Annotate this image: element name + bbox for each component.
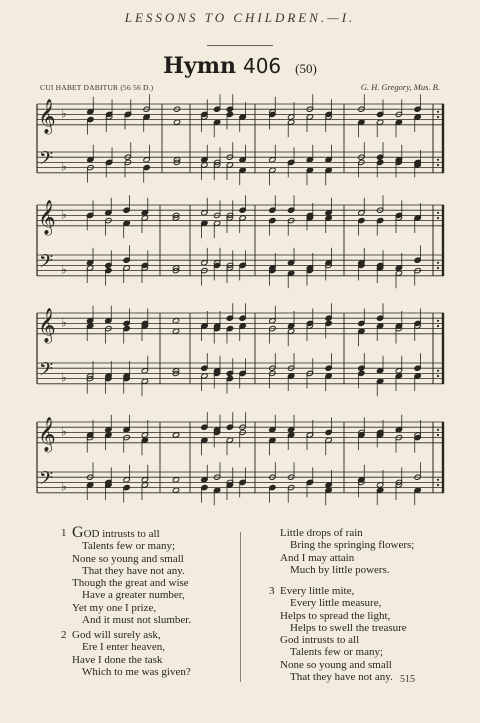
verse-line: Bring the springing flowers;: [290, 539, 415, 552]
note-head: [172, 432, 179, 438]
verse-line: God will surely ask,: [72, 629, 161, 641]
treble-clef: 𝄞: [38, 307, 56, 343]
flat-sign: ♭: [61, 106, 67, 121]
repeat-dot: [437, 164, 439, 166]
repeat-dot: [437, 370, 439, 372]
note-head: [172, 477, 179, 483]
composer: G. H. Gregory, Mus. B.: [360, 82, 440, 92]
verse-3: [269, 585, 407, 684]
verse-number: 3: [269, 585, 275, 597]
repeat-dot: [437, 159, 439, 161]
flat-sign: ♭: [61, 262, 67, 277]
verse-line: Helps to swell the treasure: [290, 621, 407, 634]
treble-clef: 𝄞: [38, 199, 56, 235]
repeat-dot: [437, 434, 439, 436]
flat-sign: ♭: [61, 207, 67, 222]
column-divider: [240, 532, 241, 682]
repeat-dot: [437, 429, 439, 431]
flat-sign: ♭: [61, 479, 67, 494]
verse-line: And I may attain: [280, 551, 355, 564]
repeat-dot: [437, 325, 439, 327]
hymn-word: Hymn: [163, 53, 236, 79]
verse-line: God intrusts to all: [280, 634, 360, 647]
verse-line: Talents few or many;: [82, 540, 176, 553]
repeat-dot: [437, 212, 439, 214]
tune-name: CUI HABET DABITUR (56 56 D.): [40, 83, 154, 92]
repeat-dot: [437, 375, 439, 377]
verse-line: Yet my one I prize,: [72, 601, 157, 614]
treble-clef: 𝄞: [38, 416, 56, 452]
verse-line: That they have not any.: [82, 564, 185, 577]
page-number: 515: [400, 674, 415, 685]
flat-sign: ♭: [61, 424, 67, 439]
verse-1: [61, 524, 192, 627]
bass-clef: 𝄢: [39, 251, 54, 277]
flat-sign: ♭: [61, 315, 67, 330]
repeat-dot: [437, 217, 439, 219]
note-head: [172, 328, 179, 334]
bass-clef: 𝄢: [39, 359, 54, 385]
bass-clef: 𝄢: [39, 148, 54, 174]
verse-number: 1: [61, 527, 67, 539]
verse-line: Talents few or many;: [290, 646, 384, 659]
repeat-dot: [437, 320, 439, 322]
verse-line: None so young and small: [280, 658, 392, 671]
verse-line: Have a greater number,: [82, 589, 185, 602]
flat-sign: ♭: [61, 370, 67, 385]
verse-line: Ere I enter heaven,: [82, 641, 166, 654]
hymn-alt-number: (50): [295, 61, 317, 76]
repeat-dot: [437, 111, 439, 113]
verse-line: That they have not any.: [290, 671, 393, 684]
hymn-number: 406: [242, 54, 282, 78]
repeat-dot: [437, 484, 439, 486]
verse-line: Which to me was given?: [82, 665, 191, 678]
repeat-dot: [437, 267, 439, 269]
running-head: LESSONS TO CHILDREN.—I.: [124, 10, 356, 25]
treble-clef: 𝄞: [38, 98, 56, 134]
note-head: [172, 318, 179, 324]
verse-line: Though the great and wise: [72, 577, 189, 590]
note-head: [172, 487, 179, 493]
verse-2-part-2: [280, 527, 414, 576]
note-head: [173, 119, 180, 125]
verse-number: 2: [61, 629, 67, 641]
verse-2-part-1: [61, 629, 191, 678]
verse-line: OD intrusts to all: [83, 528, 160, 540]
verse-line: Every little mite,: [280, 585, 355, 597]
bass-clef: 𝄢: [39, 468, 54, 494]
verse-line: Much by little powers.: [290, 563, 390, 576]
flat-sign: ♭: [61, 159, 67, 174]
verse-line: Little drops of rain: [280, 527, 363, 539]
verse-line: Every little measure,: [290, 597, 382, 610]
drop-cap: G: [72, 524, 84, 541]
verse-line: None so young and small: [72, 552, 184, 565]
repeat-dot: [437, 116, 439, 118]
verse-line: And it must not slumber.: [82, 614, 192, 627]
repeat-dot: [437, 479, 439, 481]
verse-line: Have I done the task: [72, 653, 163, 666]
verse-line: Helps to spread the light,: [280, 609, 391, 622]
repeat-dot: [437, 262, 439, 264]
